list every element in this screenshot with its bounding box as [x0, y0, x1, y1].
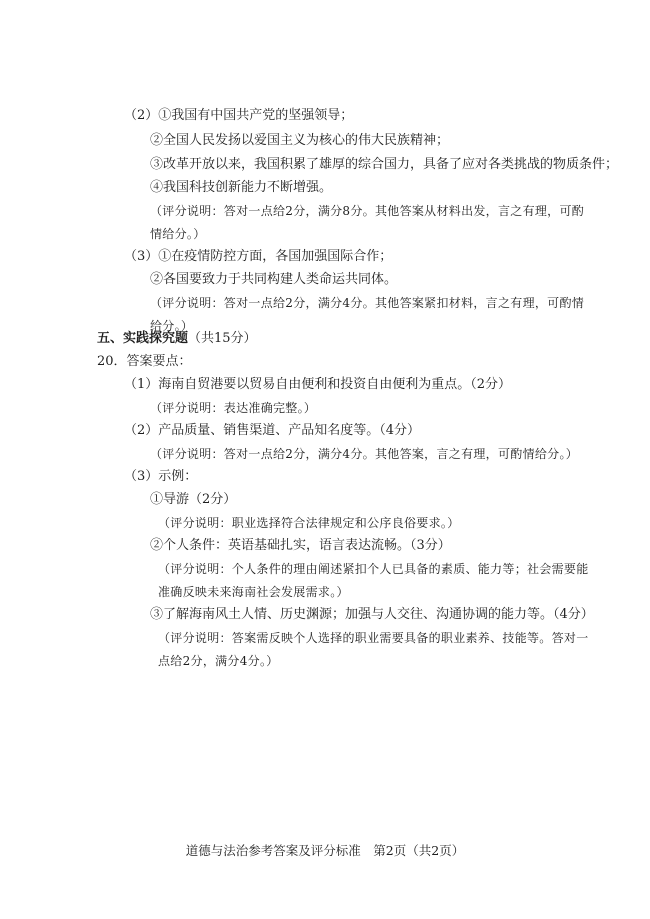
q19-part2-line-1: （2）①我国有中国共产党的坚强领导；: [124, 108, 354, 123]
q19-part2-line-2: ②全国人民发扬以爱国主义为核心的伟大民族精神；: [150, 133, 450, 148]
q20-intro: 20．答案要点：: [97, 354, 192, 369]
q20-part2-line: （2）产品质量、销售渠道、产品知名度等。（4分）: [124, 423, 421, 438]
q20-part3-item-3-note-2: 点给2分，满分4分。）: [158, 654, 279, 668]
q20-part3-item-1: ①导游（2分）: [150, 492, 237, 507]
q19-part2-note-2: 情给分。）: [150, 227, 206, 241]
section-heading-points: （共15分）: [188, 331, 257, 346]
q19-part3-note-1: （评分说明：答对一点给2分，满分4分。其他答案紧扣材料，言之有理，可酌情: [150, 296, 585, 310]
section-heading-title: 五、实践探究题: [97, 331, 189, 346]
q19-part2-note-1: （评分说明：答对一点给2分，满分8分。其他答案从材料出发，言之有理，可酌: [150, 204, 585, 218]
q20-part3-item-2-note-2: 准确反映未来海南社会发展需求。）: [158, 585, 349, 599]
q19-part3-line-1: （3）①在疫情防控方面，各国加强国际合作；: [124, 249, 393, 264]
q20-part1-note: （评分说明：表达准确完整。）: [150, 401, 317, 415]
q19-part2-line-4: ④我国科技创新能力不断增强。: [150, 180, 333, 195]
page-footer: 道德与法治参考答案及评分标准 第2页（共2页）: [185, 843, 465, 858]
q19-part3-note-2: 给分。）: [150, 319, 194, 333]
q20-part2-note: （评分说明：答对一点给2分，满分4分。其他答案，言之有理，可酌情给分。）: [150, 447, 579, 461]
q20-part3-item-2: ②个人条件：英语基础扎实，语言表达流畅。（3分）: [150, 538, 451, 553]
q20-part3-item-3: ③了解海南风土人情、历史渊源；加强与人交往、沟通协调的能力等。（4分）: [150, 607, 594, 622]
q20-part3-line: （3）示例：: [124, 469, 198, 484]
q20-part3-item-1-note: （评分说明：职业选择符合法律规定和公序良俗要求。）: [158, 516, 460, 530]
q20-part3-item-2-note-1: （评分说明：个人条件的理由阐述紧扣个人已具备的素质、能力等；社会需要能: [158, 562, 589, 576]
q19-part3-line-2: ②各国要致力于共同构建人类命运共同体。: [150, 272, 398, 287]
q20-part3-item-3-note-1: （评分说明：答案需反映个人选择的职业需要具备的职业素养、技能等。答对一: [158, 631, 589, 645]
section-heading: [97, 331, 257, 347]
q19-part2-line-3: ③改革开放以来，我国积累了雄厚的综合国力，具备了应对各类挑战的物质条件；: [150, 157, 619, 172]
q20-part1-line: （1）海南自贸港要以贸易自由便利和投资自由便利为重点。（2分）: [124, 377, 512, 392]
